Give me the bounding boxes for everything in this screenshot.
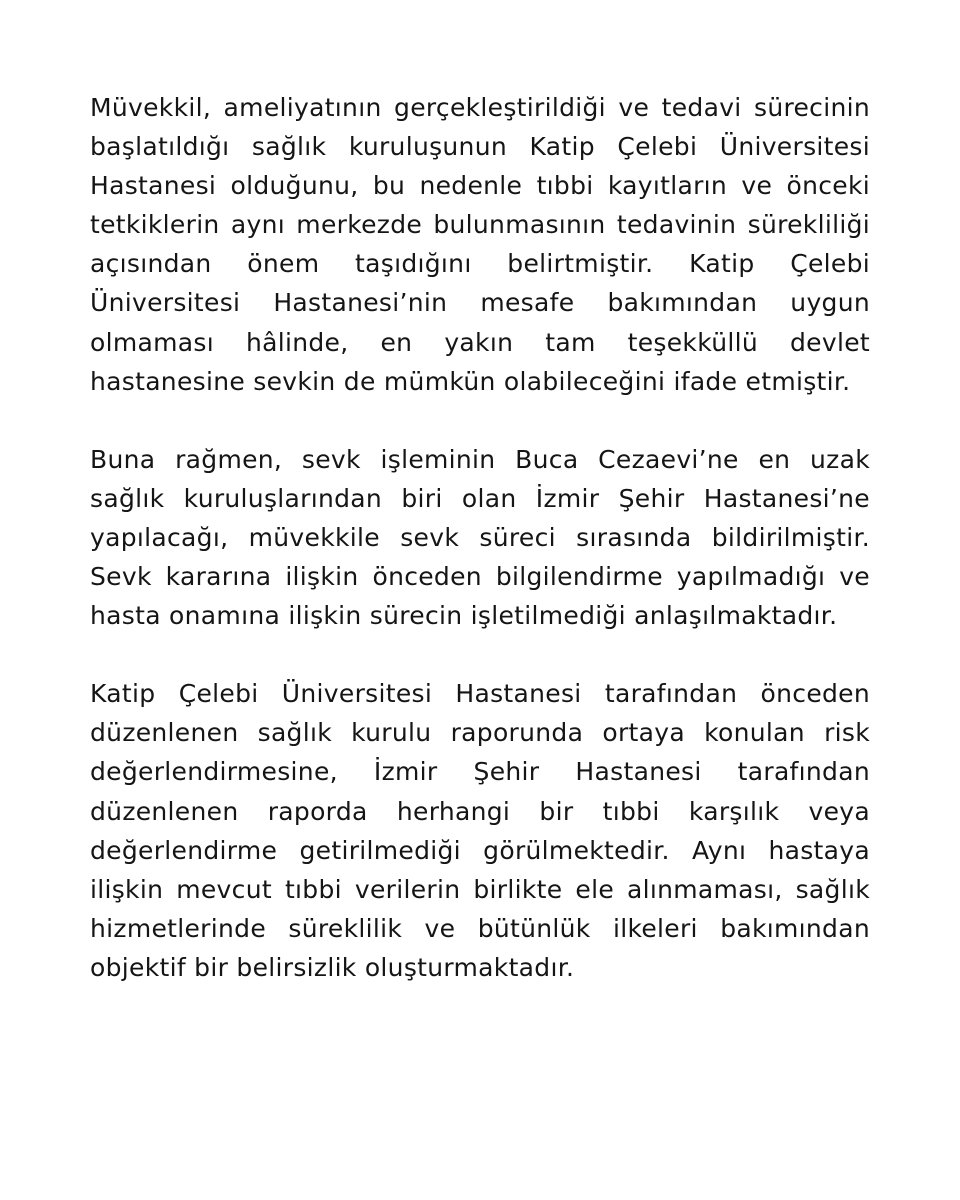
- paragraph-medical-assessment: Katip Çelebi Üniversitesi Hastanesi tarafından önceden düzenlenen sağlık kurulu raporunda ortaya konulan risk değerlendirmesine, İzmir Şehir Hastanesi tarafından düzenlenen raporda herhangi bir tıbbi karşılık veya değerlendirme getirilmediği görülmektedir. Aynı hastaya ilişkin mevcut tıbbi verilerin birlikte ele alınmaması, sağlık hizmetlerinde süreklilik ve bütünlük ilkeleri bakımından objektif bir belirsizlik oluşturmaktadır.: [90, 679, 870, 982]
- document-body: [90, 88, 870, 987]
- paragraph-referral-request: Müvekkil, ameliyatının gerçekleştirildiği ve tedavi sürecinin başlatıldığı sağlık kuruluşunun Katip Çelebi Üniversitesi Hastanesi olduğunu, bu nedenle tıbbi kayıtların ve önceki tetkiklerin aynı merkezde bulunmasının tedavinin sürekliliği açısından önem taşıdığını belirtmiştir. Katip Çelebi Üniversitesi Hastanesi’nin mesafe bakımından uygun olmaması hâlinde, en yakın tam teşekküllü devlet hastanesine sevkin de mümkün olabileceğini ifade etmiştir.: [90, 93, 870, 396]
- paragraph-referral-decision: Buna rağmen, sevk işleminin Buca Cezaevi’ne en uzak sağlık kuruluşlarından biri olan İzmir Şehir Hastanesi’ne yapılacağı, müvekkile sevk süreci sırasında bildirilmiştir. Sevk kararına ilişkin önceden bilgilendirme yapılmadığı ve hasta onamına ilişkin sürecin işletilmediği anlaşılmaktadır.: [90, 444, 870, 631]
